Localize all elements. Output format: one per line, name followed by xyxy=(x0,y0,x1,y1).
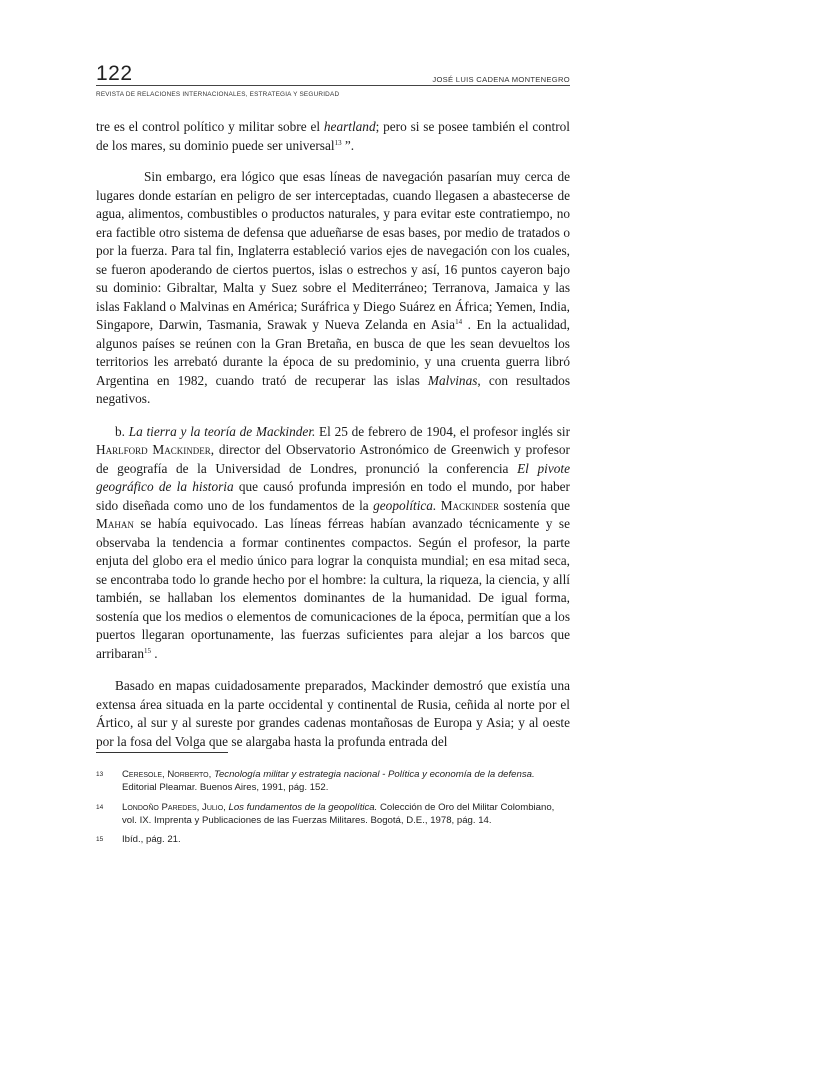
paragraph-1: tre es el control político y militar sobre el heartland; pero si se posee también el control de los mares, su dominio puede ser universal$^{13}$ ”. xyxy=(96,119,570,153)
footnote-15: 15 Ibíd., pág. 21. xyxy=(96,834,181,846)
page-number: 122 xyxy=(96,62,133,85)
footnote-ref-13[interactable]: 13 xyxy=(334,138,342,147)
footnote-title: Los fundamentos de la geopolítica. xyxy=(228,801,378,813)
name-mackinder-full: Harlford Mackinder xyxy=(96,442,211,457)
footnote-13: 13 Ceresole, Norberto, Tecnología militar y estrategia nacional - Política y economía de la defensa. Editorial Pleamar. Buenos Aires, 1991, pág. 152. xyxy=(96,769,535,794)
header-rule xyxy=(96,85,570,86)
footnote-14: 14 Londoño Paredes, Julio, Los fundamentos de la geopolítica. Colección de Oro del Militar Colombiano, vol. IX. Imprenta y Publicaciones de las Fuerzas Militares. Bogotá, D.E., 1978, pág. 14. xyxy=(96,801,555,826)
footnotes xyxy=(96,768,570,852)
term-malvinas: Malvinas xyxy=(427,372,478,388)
paragraph-3: b. La tierra y la teoría de Mackinder. El 25 de febrero de 1904, el profesor inglés sir Harlford Mackinder, director del Observatorio Astronómico de Greenwich y profesor de geografía de la Universidad de Londres, pronunció la conferencia El pivote geográfico de la historia que causó profunda impresión en todo el mundo, por haber sido diseñada como uno de los fundamentos de la geopolítica. Mackinder sostenía que Mahan se había equivocado. Las líneas férreas habían avanzado técnicamente y se observaba la tendencia a formar continentes compactos. Según el profesor, la parte enjuta del globo era el medio único para lograr la conquista mundial; en esa mitad seca, se encontraba todo lo grande hecho por el hombre: la cultura, la riqueza, la ciencia, y allí también, se hallaban los elementos dominantes de la humanidad. De igual forma, sostenía que los medios o elementos de comunicaciones de la época, permitían que a los puertos llegaran oportunamente, las fuerzas suficientes para alejar a los barcos que arribaran$^{15}$ . xyxy=(96,423,570,661)
footnote-author: Ceresole, Norberto, xyxy=(122,769,212,780)
paragraph-2: Sin embargo, era lógico que esas líneas de navegación pasarían muy cerca de lugares donde estarían en peligro de ser interceptadas, cuando llegasen a abastecerse de agua, alimentos, combustibles o productos naturales, y para evitar este contratiempo, no era factible otro sistema de defensa que adueñarse de esas bases, por medio de tratados o por la fuerza. Para tal fin, Inglaterra estableció varios ejes de navegación con los cuales, se fueron apoderando de ciertos puertos, islas o estrechos y así, 16 puntos cayeron bajo su dominio: Gibraltar, Malta y Suez sobre el Mediterráneo; Terranova, Jamaica y las islas Fakland o Malvinas en América; Suráfrica y Diego Suárez en África; Yemen, India, Singapore, Darwin, Tasmania, Srawak y Nueva Zelanda en Asia$^{14}$ . En la actualidad, algunos países se reúnen con la Gran Bretaña, en busca de que les sean devueltos los territorios les arrebató durante la época de su predominio, y una cruenta guerra libró Argentina en 1982, cuando trató de recuperar las islas Malvinas, con resultados negativos. xyxy=(96,169,570,406)
term-geopolitica: geopolítica. xyxy=(373,497,437,513)
footnote-ref-15[interactable]: 15 xyxy=(143,646,151,655)
term-heartland: heartland xyxy=(323,119,376,134)
name-mackinder: Mackinder xyxy=(440,497,500,513)
footnote-rule xyxy=(96,752,228,753)
name-mahan: Mahan xyxy=(96,516,134,531)
footnote-ref-14[interactable]: 14 xyxy=(455,318,463,326)
running-head-author: JOSÉ LUIS CADENA MONTENEGRO xyxy=(432,75,570,84)
body-text xyxy=(96,118,570,751)
footnote-number: 14 xyxy=(96,803,104,811)
footnote-author: Londoño Paredes, Julio, xyxy=(122,801,226,813)
footnote-title: Tecnología militar y estrategia nacional - Política y economía de la defensa. xyxy=(213,769,535,780)
footnote-number: 15 xyxy=(96,836,104,844)
footnote-number: 13 xyxy=(96,771,104,778)
lecture-title: El pivote geográfico de la historia xyxy=(96,460,570,494)
paragraph-4: Basado en mapas cuidadosamente preparados, Mackinder demostró que existía una extensa área situada en la parte occidental y continental de Rusia, ceñida al norte por el Ártico, al sur y al sureste por grandes cadenas montañosas de Europa y Asia; y al oeste por la fosa del Volga que se alargaba hasta la profunda entrada del xyxy=(96,678,570,749)
section-title: La tierra y la teoría de Mackinder. xyxy=(128,423,316,439)
running-head-journal: REVISTA DE RELACIONES INTERNACIONALES, ESTRATEGIA Y SEGURIDAD xyxy=(96,91,340,98)
